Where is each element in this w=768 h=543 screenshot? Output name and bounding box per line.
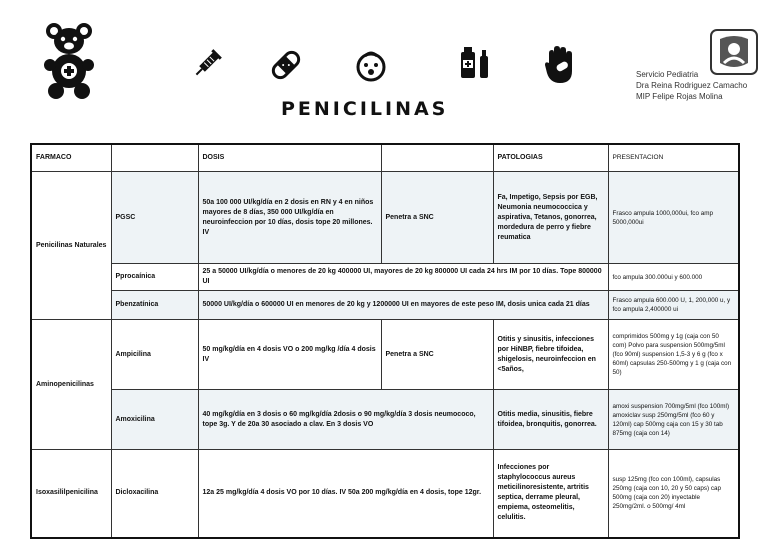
presentation-cell: susp 125mg (fco con 100ml), capsulas 250mg (caja con 10, 20 y 50 caps) cap 500mg (caja con 20) inyectable 250mg/2ml. o 500mg/ 4ml bbox=[608, 450, 739, 538]
pathology-cell: Fa, Impetigo, Sepsis por EGB, Neumonia neumococcica y aspirativa, Tetanos, gonorrea, mordedura de perro y fiebre reumatica bbox=[493, 172, 608, 264]
baby-face-icon bbox=[355, 50, 387, 82]
column-header: FARMACO bbox=[31, 144, 111, 172]
drug-cell: Amoxicilina bbox=[111, 390, 198, 450]
penicillin-table bbox=[30, 143, 740, 539]
snc-cell: Penetra a SNC bbox=[381, 172, 493, 264]
dose-cell: 40 mg/kg/día en 3 dosis o 60 mg/kg/día 2dosis o 90 mg/kg/día 3 dosis neumococo, tope 3g. Y de 20a 30 asociado a clav. En 3 dosis VO bbox=[198, 390, 493, 450]
pathology-cell: Otitis y sinusitis, infecciones por HiNBP, fiebre tifoidea, shigelosis, neuroinfeccion en <5años, bbox=[493, 320, 608, 390]
dose-cell: 25 a 50000 UI/kg/día o menores de 20 kg 400000 UI, mayores de 20 kg 800000 UI cada 24 hrs IM por 10 días. Tope 800000 UI bbox=[198, 264, 608, 291]
header bbox=[0, 0, 768, 140]
table-row bbox=[31, 264, 739, 291]
presentation-cell: Frasco ampula 600.000 U, 1, 200,000 u, y fco ampula 2,400000 ui bbox=[608, 291, 739, 320]
drug-group-cell: Penicilinas Naturales bbox=[31, 172, 111, 320]
service-line: MIP Felipe Rojas Molina bbox=[636, 92, 723, 101]
column-header: PRESENTACION bbox=[608, 144, 739, 172]
bandage-icon bbox=[268, 47, 304, 83]
table-row bbox=[31, 320, 739, 390]
hand-pill-icon bbox=[544, 45, 574, 85]
drug-cell: Ampicilina bbox=[111, 320, 198, 390]
presentation-cell: fco ampula 300.000ui y 600.000 bbox=[608, 264, 739, 291]
table-row bbox=[31, 390, 739, 450]
drug-cell: PGSC bbox=[111, 172, 198, 264]
drug-group-cell: Aminopenicilinas bbox=[31, 320, 111, 450]
presentation-cell: Frasco ampula 1000,000ui, fco amp 5000,000ui bbox=[608, 172, 739, 264]
syringe-icon bbox=[190, 47, 224, 81]
service-line: Dra Reina Rodriguez Camacho bbox=[636, 81, 748, 90]
dose-cell: 50 mg/kg/día en 4 dosis VO o 200 mg/kg /día 4 dosis IV bbox=[198, 320, 381, 390]
snc-cell: Penetra a SNC bbox=[381, 320, 493, 390]
table-row bbox=[31, 450, 739, 538]
pathology-cell: Otitis media, sinusitis, fiebre tifoidea, bronquitis, gonorrea. bbox=[493, 390, 608, 450]
drug-group-cell: Isoxasililpenicilina bbox=[31, 450, 111, 538]
drug-cell: Pprocaínica bbox=[111, 264, 198, 291]
table-row bbox=[31, 172, 739, 264]
column-header bbox=[111, 144, 198, 172]
table-header-row bbox=[31, 144, 739, 172]
teddy-bear-icon bbox=[44, 21, 98, 101]
column-header bbox=[381, 144, 493, 172]
presentation-cell: amoxi suspension 700mg/5ml (fco 100ml) amoxiclav susp 250mg/5ml (fco 60 y 120ml) cap 500mg caja con 15 y 30 tab 875mg (caja con 14) bbox=[608, 390, 739, 450]
page-title: PENICILINAS bbox=[281, 98, 449, 120]
dose-cell: 50000 UI/kg/día o 600000 UI en menores de 20 kg y 1200000 UI en mayores de este peso IM, dosis unica cada 21 días bbox=[198, 291, 608, 320]
table-row bbox=[31, 291, 739, 320]
column-header: PATOLOGIAS bbox=[493, 144, 608, 172]
service-line: Servicio Pediatria bbox=[636, 70, 699, 79]
drug-cell: Dicloxacilina bbox=[111, 450, 198, 538]
drug-cell: Pbenzatínica bbox=[111, 291, 198, 320]
dose-cell: 50a 100 000 UI/kg/día en 2 dosis en RN y 4 en niños mayores de 8 días, 350 000 UI/kg/día en neuroinfeccion por 10 días, dosis tope 20 millones. IV bbox=[198, 172, 381, 264]
service-credits bbox=[636, 69, 747, 102]
pathology-cell: Infecciones por staphylococcus aureus meticilinoresistente, artritis septica, derrame pleural, empiema, osteomelitis, celulitis. bbox=[493, 450, 608, 538]
column-header: DOSIS bbox=[198, 144, 381, 172]
medicine-bottles-icon bbox=[458, 44, 492, 82]
dose-cell: 12a 25 mg/kg/día 4 dosis VO por 10 días. IV 50a 200 mg/kg/día en 4 dosis, tope 12gr. bbox=[198, 450, 493, 538]
presentation-cell: comprimidos 500mg y 1g (caja con 50 com) Polvo para suspension 500mg/5ml (fco 90ml) suspension 1,5-3 y 6 g (fco x 60ml) capsulas 250-500mg y 1 g (caja con 50) bbox=[608, 320, 739, 390]
